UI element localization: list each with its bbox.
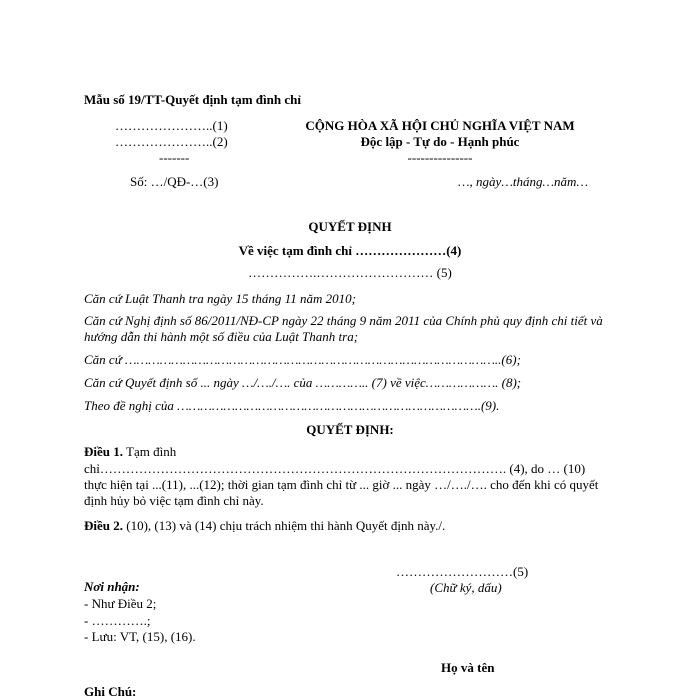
agency-line-1: …………………..(1) [115, 118, 228, 133]
issue-date: …, ngày…tháng…năm… [458, 174, 589, 189]
article-1-text: chỉ…………………………………………………………………………………. (4), do … (10) thực hiện tại ...(11), ...(12); thời gian tạm đình chỉ từ ... giờ ... ngày …/…./…. cho đến khi có quyết định hủy bỏ việc tạm đình chỉ này. [84, 461, 599, 508]
signer-name: Họ và tên [441, 660, 495, 675]
notes-title: Ghi Chú: [84, 684, 137, 699]
document-subject: Về việc tạm đình chỉ …………………(4) [238, 243, 462, 258]
republic-title: CỘNG HÒA XÃ HỘI CHỦ NGHĨA VIỆT NAM [305, 118, 575, 133]
article-2-label: Điều 2. [84, 518, 123, 533]
proposal-basis: Theo đề nghị của …………………………………………………………………….(9). [84, 398, 500, 413]
recipient-item: - Như Điều 2; [84, 596, 157, 611]
recipients-title: Nơi nhận: [84, 579, 140, 594]
signature-note: (Chữ ký, dấu) [430, 580, 502, 595]
recipient-item: - Lưu: VT, (15), (16). [84, 629, 196, 644]
legal-basis-3: Căn cứ ……………………………………………………………………………………..(6); [84, 352, 521, 367]
form-label: Mẫu số 19/TT-Quyết định tạm đình chỉ [84, 92, 301, 107]
article-1 [84, 444, 614, 460]
legal-basis-4: Căn cứ Quyết định số ... ngày …/…./…. của ………….. (7) về việc………………. (8); [84, 375, 522, 390]
signature-line: ………………………(5) [396, 564, 529, 579]
decision-heading: QUYẾT ĐỊNH: [306, 422, 394, 437]
right-header-divider: --------------- [407, 150, 473, 165]
national-motto: Độc lập - Tự do - Hạnh phúc [360, 134, 520, 149]
legal-basis-2: Căn cứ Nghị định số 86/2011/NĐ-CP ngày 22 tháng 9 năm 2011 của Chính phủ quy định chi tiết và hướng dẫn thi hành một số điều của Luật Thanh tra; [84, 313, 603, 344]
document-title: QUYẾT ĐỊNH [308, 219, 392, 234]
article-2 [84, 518, 614, 534]
recipient-item: - ………….; [84, 613, 151, 628]
agency-line-2: …………………..(2) [115, 134, 228, 149]
document-number: Số: …/QĐ-…(3) [130, 174, 219, 189]
issuing-authority: …………….……………………… (5) [248, 265, 452, 280]
article-1-label: Điều 1. [84, 444, 123, 459]
article-2-text: (10), (13) và (14) chịu trách nhiệm thi hành Quyết định này./. [126, 518, 446, 533]
left-header-divider: ------- [159, 150, 190, 165]
article-1-first-line: Tạm đình [126, 444, 177, 459]
legal-basis-1: Căn cứ Luật Thanh tra ngày 15 tháng 11 năm 2010; [84, 291, 356, 306]
